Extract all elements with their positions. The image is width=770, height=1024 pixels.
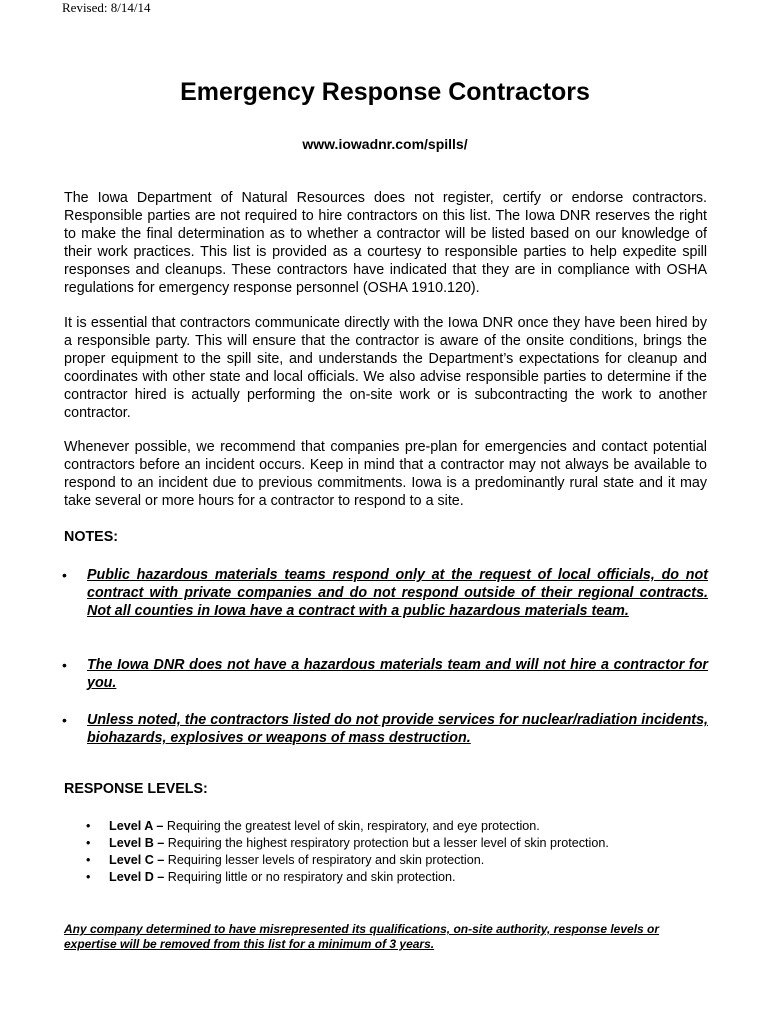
bullet-icon: • [86,870,91,884]
notes-heading: NOTES: [64,529,119,545]
preplan-paragraph: Whenever possible, we recommend that companies pre-plan for emergencies and contact potential contractors before an incident occurs. Keep in mind that a contractor may not always be available to respond to an incident due to previous commitments. Iowa is a predominantly rural state and it may take several or more hours for a contractor to respond to a site. [64,439,707,509]
footer-notice: Any company determined to have misrepresented its qualifications, on-site authority, response levels or expertise will be removed from this list for a minimum of 3 years. [64,922,660,951]
response-levels-heading: RESPONSE LEVELS: [64,781,208,797]
note-text: Public hazardous materials teams respond only at the request of local officials, do not contract with private companies and do not respond outside of their regional contracts. Not all counties in Iowa have a contract with a public hazardous materials team. [87,567,708,619]
level-description: Requiring the highest respiratory protection but a lesser level of skin protection. [164,836,609,850]
level-description: Requiring little or no respiratory and skin protection. [164,870,456,884]
note-text: The Iowa DNR does not have a hazardous materials team and will not hire a contractor for you. [87,657,708,691]
bullet-icon: • [86,836,91,850]
level-item [86,835,726,852]
level-item [86,818,726,835]
website-url: www.iowadnr.com/spills/ [302,136,468,152]
bullet-icon: • [62,712,67,728]
bullet-icon: • [62,657,67,673]
level-description: Requiring the greatest level of skin, respiratory, and eye protection. [163,819,540,833]
note-item [62,711,708,747]
note-item [62,566,708,620]
level-description: Requiring lesser levels of respiratory and skin protection. [164,853,485,867]
page-title: Emergency Response Contractors [180,78,590,106]
bullet-icon: • [86,819,91,833]
note-item [62,656,708,692]
communication-paragraph: It is essential that contractors communicate directly with the Iowa DNR once they have been hired by a responsible party. This will ensure that the contractor is aware of the onsite conditions, brings the proper equipment to the spill site, and understands the Department’s expectations for cleanup and coordinates with other state and local officials. We also advise responsible parties to determine if the contractor hired is actually performing the on-site work or is subcontracting the work to another contractor. [64,315,707,421]
intro-paragraph: The Iowa Department of Natural Resources does not register, certify or endorse contractors. Responsible parties are not required to hire contractors on this list. The Iowa DNR reserves the right to make the final determination as to whether a contractor will be listed based on our knowledge of their work practices. This list is provided as a courtesy to responsible parties to help expedite spill responses and cleanups. These contractors have indicated that they are in compliance with OSHA regulations for emergency response personnel (OSHA 1910.120). [64,190,707,296]
revision-date: Revised: 8/14/14 [62,0,151,15]
level-label: Level C – [109,853,165,867]
bullet-icon: • [62,567,67,583]
response-levels-list [86,818,726,886]
level-label: Level A – [109,819,164,833]
level-label: Level D – [109,870,165,884]
level-label: Level B – [109,836,165,850]
level-item [86,869,726,886]
note-text: Unless noted, the contractors listed do not provide services for nuclear/radiation incidents, biohazards, explosives or weapons of mass destruction. [87,712,708,746]
bullet-icon: • [86,853,91,867]
level-item [86,852,726,869]
